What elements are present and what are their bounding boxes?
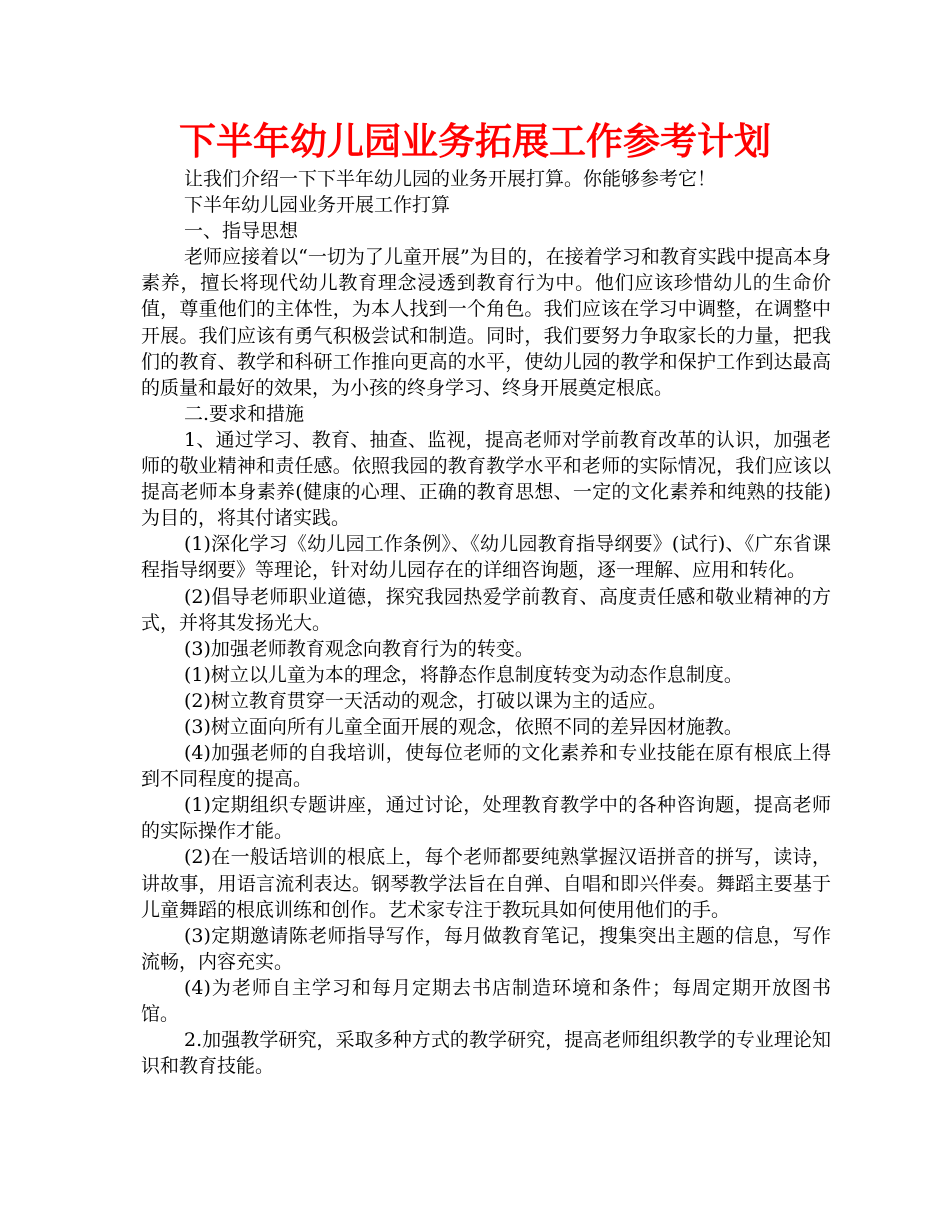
guiding-ideology-paragraph: 老师应接着以“一切为了儿童开展”为目的，在接着学习和教育实践中提高本身素养，擅长将现代幼儿教育理念浸透到教育行为中。他们应该珍惜幼儿的生命价值，尊重他们的主体性，为本人找到一个角色。我们应该在学习中调整，在调整中开展。我们应该有勇气积极尝试和制造。同时，我们要努力争取家长的力量，把我们的教育、教学和科研工作推向更高的水平，使幼儿园的教学和保护工作到达最高的质量和最好的效果，为小孩的终身学习、终身开展奠定根底。 [141, 246, 831, 399]
sub-item-library: (4)为老师自主学习和每月定期去书店制造环境和条件；每周定期开放图书馆。 [141, 976, 831, 1025]
sub-item-all-day-education: (2)树立教育贯穿一天活动的观念，打破以课为主的适应。 [184, 689, 667, 712]
requirement-item-2: 2.加强教学研究，采取多种方式的教学研究，提高老师组织教学的专业理论知识和教育技能。 [141, 1029, 831, 1078]
sub-item-writing-guidance: (3)定期邀请陈老师指导写作，每月做教育笔记，搜集突出主题的信息，写作流畅，内容充实。 [141, 924, 831, 973]
sub-item-putonghua-training: (2)在一般话培训的根底上，每个老师都要纯熟掌握汉语拼音的拼写，读诗，讲故事，用语言流利表达。钢琴教学法旨在自弹、自唱和即兴伴奏。舞蹈主要基于儿童舞蹈的根底训练和创作。艺术家专注于教玩具如何使用他们的手。 [141, 846, 831, 921]
requirement-item-1: 1、通过学习、教育、抽查、监视，提高老师对学前教育改革的认识，加强老师的敬业精神和责任感。依照我园的教育教学水平和老师的实际情况，我们应该以提高老师本身素养(健康的心理、正确的教育思想、一定的文化素养和纯熟的技能)为目的，将其付诸实践。 [141, 428, 831, 530]
sub-item-professional-ethics: (2)倡导老师职业道德，探究我园热爱学前教育、高度责任感和敬业精神的方式，并将其发扬光大。 [141, 585, 831, 634]
sub-item-all-children: (3)树立面向所有儿童全面开展的观念，依照不同的差异因材施教。 [184, 715, 743, 738]
sub-item-self-training: (4)加强老师的自我培训，使每位老师的文化素养和专业技能在原有根底上得到不同程度的提高。 [141, 742, 831, 791]
document-body [141, 166, 831, 1079]
document-title: 下半年幼儿园业务拓展工作参考计划 [179, 120, 771, 163]
section-heading-requirements: 二.要求和措施 [184, 402, 305, 425]
sub-item-lectures: (1)定期组织专题讲座，通过讨论，处理教育教学中的各种咨询题，提高老师的实际操作才能。 [141, 794, 831, 843]
plan-subtitle: 下半年幼儿园业务开展工作打算 [184, 194, 451, 217]
sub-item-deep-study: (1)深化学习《幼儿园工作条例》、《幼儿园教育指导纲要》(试行)、《广东省课程指导纲要》等理论，针对幼儿园存在的详细咨询题，逐一理解、应用和转化。 [141, 533, 831, 582]
section-heading-guiding-ideology: 一、指导思想 [184, 220, 299, 243]
intro-paragraph: 让我们介绍一下下半年幼儿园的业务开展打算。你能够参考它！ [184, 168, 717, 190]
sub-item-concept-transform: (3)加强老师教育观念向教育行为的转变。 [184, 637, 534, 660]
sub-item-child-centered: (1)树立以儿童为本的理念，将静态作息制度转变为动态作息制度。 [184, 663, 743, 686]
